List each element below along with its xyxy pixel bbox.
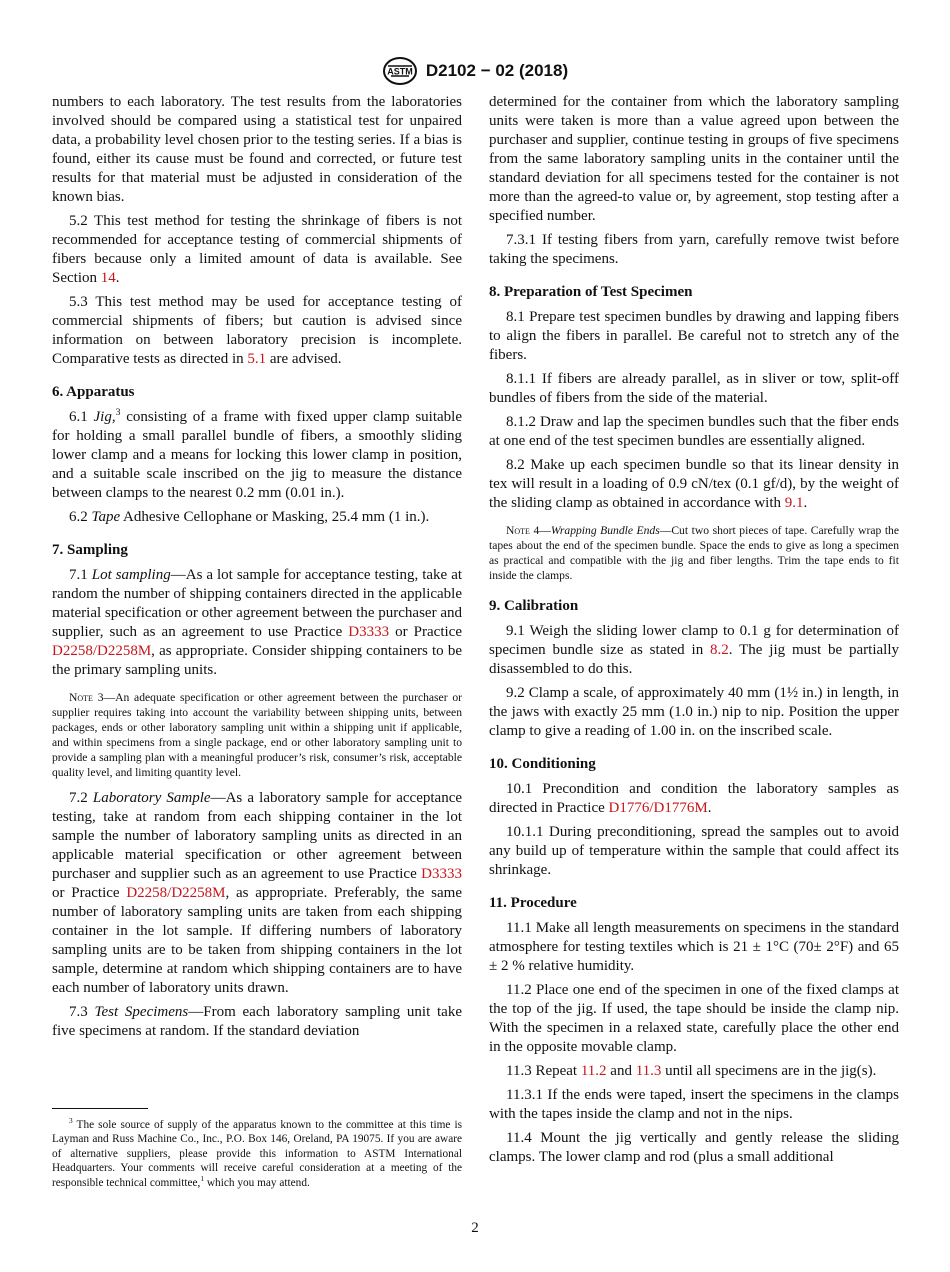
text-run: 10.1 Precondition and condition the laboratory samples as directed in Practice xyxy=(489,781,899,816)
paragraph xyxy=(489,1062,899,1081)
text-run: —As a laboratory sample for acceptance testing, take at random from each shipping container in the lot sample the number of laboratory sampling units as directed in an applicable material specification or other agreement between purchaser and supplier such as an agreement to use Practice xyxy=(52,790,463,882)
cross-reference-link[interactable]: D2258/D2258M xyxy=(126,885,226,901)
paragraph xyxy=(489,1129,899,1167)
section-heading xyxy=(489,597,899,616)
paragraph xyxy=(52,789,462,998)
footnote-marker: 3 xyxy=(69,1116,73,1126)
text-run: 8.2 Make up each specimen bundle so that its linear density in tex will result in a loading of 0.9 cN/tex (0.1 gf/d), by the weight of the sliding clamp as obtained in accordance with xyxy=(489,457,899,511)
text-run: determined for the container from which the laboratory sampling units were taken is more than a value agreed upon between the purchaser and supplier, continue testing in groups of five specimens from the same laboratory sampling units in the container until the standard deviation for all specimens tested for the container is not more than the agreed-to value or, by agreement, stop testing after a specified number. xyxy=(489,94,899,224)
paragraph xyxy=(52,566,462,680)
cross-reference-link[interactable]: D3333 xyxy=(421,866,462,882)
cross-reference-link[interactable]: D2258/D2258M xyxy=(52,643,152,659)
cross-reference-link[interactable]: 8.2 xyxy=(710,642,729,658)
paragraph xyxy=(489,981,899,1057)
text-run: Adhesive Cellophane or Masking, 25.4 mm (1 in.). xyxy=(120,509,430,525)
cross-reference-link[interactable]: 5.1 xyxy=(247,351,267,367)
text-run: 10. Conditioning xyxy=(489,756,596,772)
cross-reference-link[interactable]: D1776/D1776M xyxy=(608,800,708,816)
astm-logo-icon xyxy=(382,56,418,86)
cross-reference-link[interactable]: 11.3 xyxy=(635,1063,662,1079)
text-run: . xyxy=(115,270,120,286)
text-run: Note 3 xyxy=(69,691,104,704)
paragraph xyxy=(489,93,899,226)
paragraph xyxy=(489,780,899,818)
text-run: or Practice xyxy=(389,624,462,640)
text-run: 8. Preparation of Test Specimen xyxy=(489,284,693,300)
left-column xyxy=(52,93,462,1046)
note xyxy=(52,690,462,780)
text-run: 11.4 Mount the jig vertically and gently release the sliding clamps. The lower clamp and rod (plus a small additional xyxy=(489,1130,899,1165)
paragraph xyxy=(489,231,899,269)
section-heading xyxy=(489,894,899,913)
text-run: —Cut two short pieces of tape. Carefully wrap the tapes about the end of the specimen bundle. Space the ends to give as long a specimen as practical and compatible with the jig and fiber lengths. Trim the tape ends to fit inside the clamps. xyxy=(489,524,899,582)
text-run: —As a lot sample for acceptance testing, take at random the number of shipping containers directed in the applicable material specification or other agreement between the purchaser and supplier, such as an agreement to use Practice xyxy=(52,567,463,640)
paragraph xyxy=(489,622,899,679)
text-run: 5.2 This test method for testing the shrinkage of fibers is not recommended for acceptance testing of commercial shipments of fibers because only a limited amount of data is available. See Section xyxy=(52,213,462,286)
text-run: 9.1 Weigh the sliding lower clamp to 0.1 g for determination of specimen bundle size as stated in xyxy=(489,623,899,658)
text-run: Test Specimens xyxy=(94,1004,189,1020)
text-run: . The jig must be partially disassembled to do this. xyxy=(489,642,899,677)
text-run: . xyxy=(803,495,808,511)
paragraph xyxy=(489,823,899,880)
text-run: , as appropriate. Preferably, the same number of laboratory sampling units are taken from each shipping container in the lot sample. If differing numbers of laboratory sampling units are to be taken from shipping containers in the lot sample, determine at random which shipping containers are to have each number of laboratory units drawn. xyxy=(52,885,462,996)
paragraph xyxy=(489,456,899,513)
text-run: Note 4 xyxy=(506,524,540,537)
paragraph xyxy=(489,684,899,741)
paragraph xyxy=(489,413,899,451)
paragraph xyxy=(489,370,899,408)
text-run: are advised. xyxy=(266,351,342,367)
paragraph xyxy=(52,1003,462,1041)
text-run: Lot sampling xyxy=(91,567,171,583)
footnote-reference: 1 xyxy=(200,1173,205,1183)
paragraph xyxy=(489,308,899,365)
section-heading xyxy=(489,283,899,302)
text-run: or Practice xyxy=(52,885,127,901)
text-run: Wrapping Bundle Ends xyxy=(550,524,660,537)
text-run: 11.2 Place one end of the specimen in one of the fixed clamps at the top of the jig. If used, the tape should be inside the clamp nip. With the specimen in a relaxed state, carefully place the other end in the opposite movable clamp. xyxy=(489,982,899,1055)
text-run: 6. Apparatus xyxy=(52,384,135,400)
text-run: Jig, xyxy=(93,409,116,425)
footnote-body: The sole source of supply of the apparatus known to the committee at this time is Layman and Russ Machine Co., Inc., P.O. Box 146, Oreland, PA 19075. If you are aware of alternative suppliers, please provide this information to ASTM International Headquarters. Your comments will receive careful consideration at a meeting of the responsible technical committee, xyxy=(52,1119,462,1189)
section-heading xyxy=(52,541,462,560)
text-run: — xyxy=(539,524,551,537)
text-run: 11.3.1 If the ends were taped, insert the specimens in the clamps with the tapes inside the clamp and not in the nips. xyxy=(489,1087,899,1122)
text-run: and xyxy=(606,1063,636,1079)
text-run: 6.1 xyxy=(69,409,94,425)
text-run: 6.2 xyxy=(69,509,92,525)
document-designation: D2102 − 02 (2018) xyxy=(425,61,569,80)
text-run: 11. Procedure xyxy=(489,895,577,911)
paragraph xyxy=(52,212,462,288)
text-run: Laboratory Sample xyxy=(92,790,211,806)
paragraph xyxy=(489,919,899,976)
paragraph xyxy=(52,508,462,527)
text-run: 9. Calibration xyxy=(489,598,579,614)
section-heading xyxy=(489,755,899,774)
paragraph xyxy=(52,93,462,207)
text-run: 11.1 Make all length measurements on specimens in the standard atmosphere for testing textiles which is 21 ± 1°C (70± 2°F) and 65 ± 2 % relative humidity. xyxy=(489,920,899,974)
paragraph xyxy=(52,408,462,503)
paragraph xyxy=(489,1086,899,1124)
cross-reference-link[interactable]: 9.1 xyxy=(784,495,804,511)
text-run: 7. Sampling xyxy=(52,542,128,558)
cross-reference-link[interactable]: D3333 xyxy=(348,624,390,640)
text-run: 10.1.1 During preconditioning, spread the samples out to avoid any build up of temperature within the sample that could affect its shrinkage. xyxy=(489,824,899,878)
text-run: consisting of a frame with fixed upper clamp suitable for holding a small parallel bundle of fibers, a smoothly sliding lower clamp and a means for locking this lower clamp in position, and a suitable scale inscribed on the jig to measure the distance between clamps to the nearest 0.2 mm (0.01 in.). xyxy=(52,409,462,501)
text-run: numbers to each laboratory. The test results from the laboratories involved should be compared using a statistical test for unpaired data, a probability level chosen prior to the testing series. If a bias is found, either its cause must be found and corrected, or future test results for that material must be adjusted in consideration of the known bias. xyxy=(52,94,462,205)
text-run: , as appropriate. Consider shipping containers to be the primary sampling units. xyxy=(52,643,462,678)
text-run: 9.2 Clamp a scale, of approximately 40 mm (1½ in.) in length, in the jaws with exactly 25 mm (1.0 in.) nip to nip. Position the upper clamp to give a reading of 1.00 in. on the inscribed scale. xyxy=(489,685,899,739)
text-run: —An adequate specification or other agreement between the purchaser or supplier requires taking into account the variability between shipping units, between packages, ends or other laboratory sampling unit within a shipping unit if applicable, and within specimens from a single package, end or other laboratory sampling unit to provide a sampling plan with a meaningful producer’s risk, consumer’s risk, acceptable quality level, and limiting quantity level. xyxy=(52,691,463,779)
footnote xyxy=(52,1108,462,1190)
page-number: 2 xyxy=(471,1220,479,1236)
text-run: . xyxy=(707,800,712,816)
text-run: 11.3 Repeat xyxy=(506,1063,581,1079)
section-heading xyxy=(52,383,462,402)
text-run: until all specimens are in the jig(s). xyxy=(661,1063,877,1079)
note xyxy=(489,523,899,583)
footnote-tail: which you may attend. xyxy=(204,1176,310,1189)
text-run: 8.1.1 If fibers are already parallel, as in sliver or tow, split-off bundles of fibers from the side of the material. xyxy=(489,371,899,406)
footnote-reference: 3 xyxy=(115,407,121,418)
text-run: 8.1.2 Draw and lap the specimen bundles such that the fiber ends at one end of the test specimen bundles are essentially aligned. xyxy=(489,414,899,449)
page-header xyxy=(0,56,950,91)
right-column xyxy=(489,93,899,1172)
text-run: 5.3 This test method may be used for acceptance testing of commercial shipments of fibers; but caution is advised since information on between laboratory precision is incomplete. Comparative tests as directed in xyxy=(52,294,462,367)
text-run: 7.2 xyxy=(69,790,93,806)
paragraph xyxy=(52,293,462,369)
cross-reference-link[interactable]: 11.2 xyxy=(580,1063,607,1079)
text-run: 7.3 xyxy=(69,1004,95,1020)
text-run: Tape xyxy=(91,509,121,525)
footnote-divider xyxy=(52,1108,148,1109)
cross-reference-link[interactable]: 14 xyxy=(100,270,116,286)
footnote-text xyxy=(52,1118,462,1190)
text-run: 7.1 xyxy=(69,567,92,583)
text-run: 7.3.1 If testing fibers from yarn, carefully remove twist before taking the specimens. xyxy=(489,232,899,267)
text-run: —From each laboratory sampling unit take five specimens at random. If the standard deviation xyxy=(52,1004,462,1039)
svg-text:ASTM: ASTM xyxy=(387,66,413,77)
text-run: 8.1 Prepare test specimen bundles by drawing and lapping fibers to align the fibers in parallel. Be careful not to stretch any of the fibers. xyxy=(489,309,899,363)
